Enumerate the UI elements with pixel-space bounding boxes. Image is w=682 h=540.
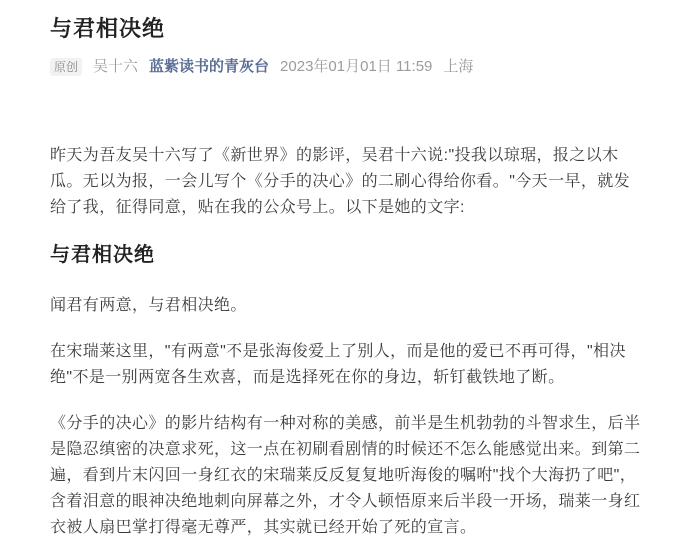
original-badge: 原创 [50, 58, 82, 76]
body-paragraph-1: 闻君有两意，与君相决绝。 [50, 297, 247, 314]
body-paragraph-2: 在宋瑞莱这里，"有两意"不是张海俊爱上了别人，而是他的爱已不再可得，"相决绝"不是一别两宽各生欢喜，而是选择死在你的身边，斩钉截铁地了断。 [50, 343, 626, 386]
author-name: 吴十六 [93, 58, 139, 75]
intro-paragraph: 昨天为吾友吴十六写了《新世界》的影评，吴君十六说:"投我以琼琚，报之以木瓜。无以为报，一会儿写个《分手的决心》的二刷心得给你看。"今天一早，就发给了我，征得同意，贴在我的公众号上。以下是她的文字: [50, 147, 631, 216]
publish-location: 上海 [443, 58, 474, 75]
article-meta [50, 56, 645, 77]
section-heading: 与君相决绝 [50, 244, 155, 266]
article-body [50, 143, 645, 540]
body-paragraph-3: 《分手的决心》的影片结构有一种对称的美感，前半是生机勃勃的斗智求生，后半是隐忍缜密的决意求死，这一点在初刷看剧情的时候还不怎么能感觉出来。到第二遍，看到片末闪回一身红衣的宋瑞莱反反复复地听海俊的嘱咐"找个大海扔了吧"，含着泪意的眼神决绝地刺向屏幕之外，才令人顿悟原来后半段一开场，瑞莱一身红衣被人扇巴掌打得毫无尊严，其实就已经开始了死的宣言。 [50, 415, 641, 536]
account-link[interactable]: 蓝紫读书的青灰台 [149, 58, 270, 75]
article-title: 与君相决绝 [50, 16, 166, 41]
publish-date: 2023年01月01日 11:59 [280, 58, 433, 75]
